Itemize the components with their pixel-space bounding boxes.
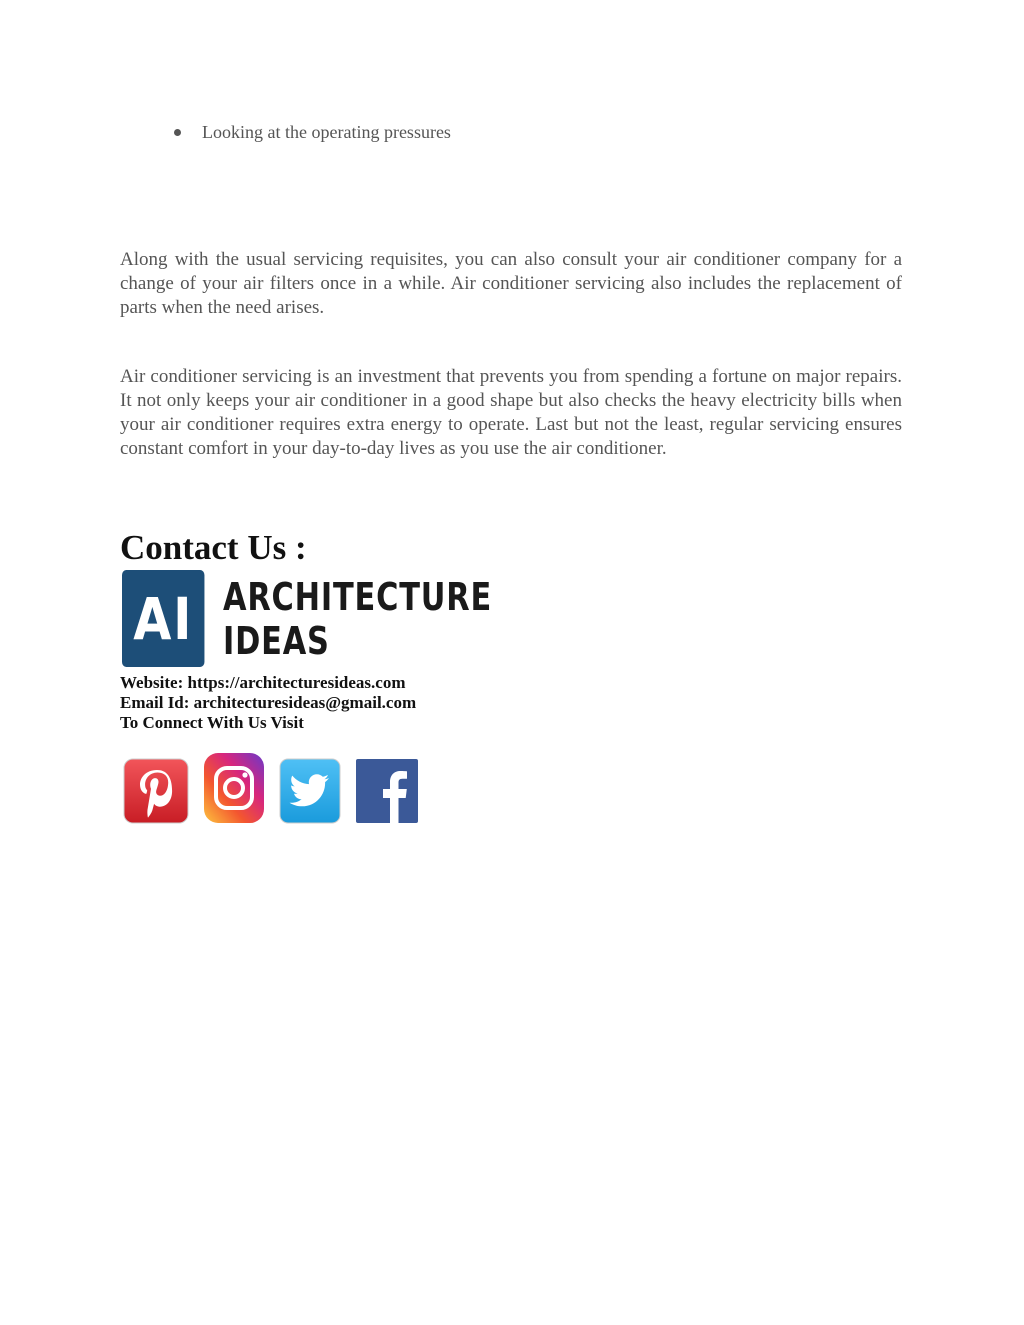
website-link[interactable]: Website: https://architecturesideas.com (120, 673, 406, 692)
paragraph-investment: Air conditioner servicing is an investment that prevents you from spending a fortune on major repairs. It not only keeps your air conditioner in a good shape but also checks the heavy electricity bills when your air conditioner requires extra energy to operate. Last but not the least, regular servicing ensures constant comfort in your day-to-day lives as you use the air conditioner. (120, 366, 902, 459)
connect-text: To Connect With Us Visit (120, 713, 304, 732)
twitter-icon[interactable] (279, 758, 341, 824)
logo-wordmark (223, 570, 492, 663)
architecture-ideas-logo (122, 570, 559, 667)
instagram-icon[interactable] (203, 752, 265, 824)
bullet-text: Looking at the operating pressures (202, 122, 451, 142)
logo-mark: AI (122, 570, 204, 667)
pinterest-icon[interactable] (123, 758, 189, 824)
contact-heading: Contact Us : (120, 528, 307, 567)
paragraph-filters: Along with the usual servicing requisites, you can also consult your air conditioner company for a change of your air filters once in a while. Air conditioner servicing also includes the replacement of parts when the need arises. (120, 249, 902, 318)
logo-line-2: IDEAS (223, 619, 330, 663)
email-link[interactable]: Email Id: architecturesideas@gmail.com (120, 693, 417, 712)
facebook-icon[interactable] (355, 758, 419, 824)
contact-details (120, 673, 416, 733)
logo-line-1: ARCHITECTURE (223, 575, 493, 619)
social-links (123, 752, 433, 824)
bullet-dot (174, 129, 181, 136)
bullet-item (174, 120, 451, 144)
